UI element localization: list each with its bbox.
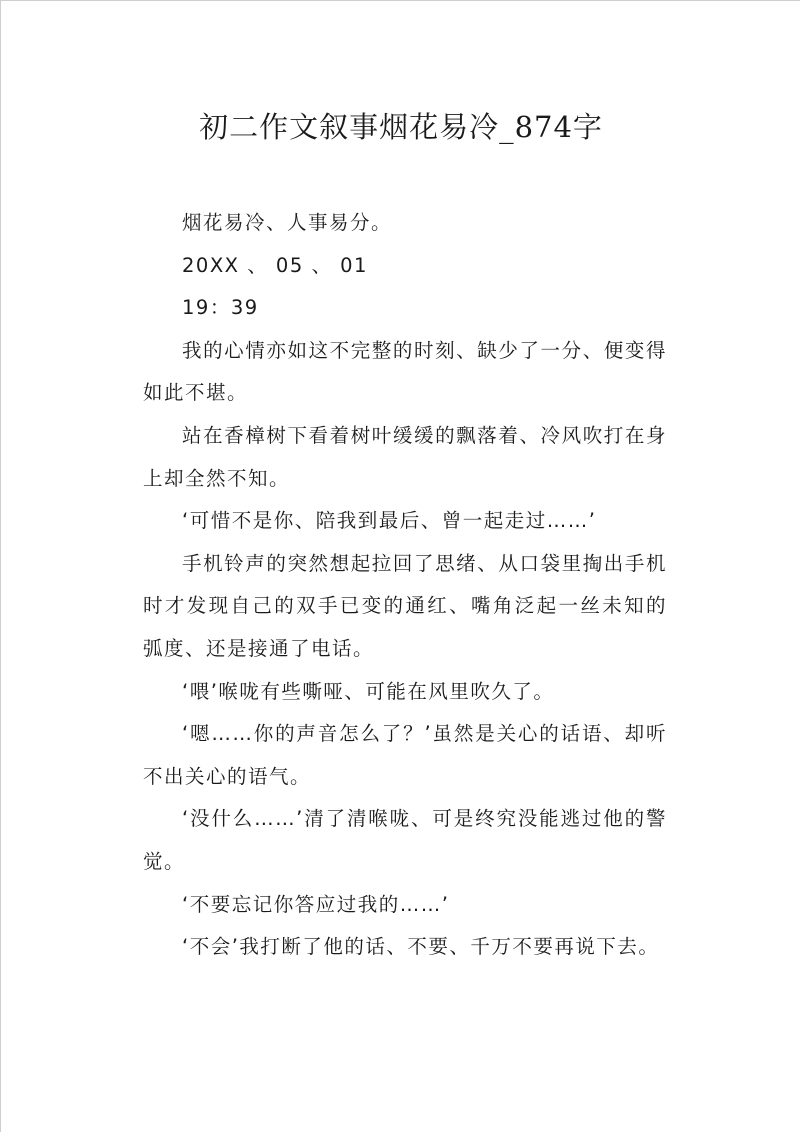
paragraph: ‘嗯……你的声音怎么了？’虽然是关心的话语、却听不出关心的语气。: [143, 722, 667, 788]
paragraph-date: 20XX 、 05 、 01: [182, 253, 368, 277]
document-title: 初二作文叙事烟花易冷_874字: [199, 110, 603, 144]
paragraph: ‘不会’我打断了他的话、不要、千万不要再说下去。: [182, 935, 660, 959]
paragraph: ‘不要忘记你答应过我的……’: [182, 892, 450, 916]
paragraph: 手机铃声的突然想起拉回了思绪、从口袋里掏出手机时才发现自己的双手已变的通红、嘴角泛起一丝未知的弧度、还是接通了电话。: [143, 551, 667, 660]
paragraph: ‘没什么……’清了清喉咙、可是终究没能逃过他的警觉。: [143, 807, 667, 873]
document-body: [143, 202, 667, 969]
paragraph: 烟花易冷、人事易分。: [182, 211, 393, 234]
paragraph: 我的心情亦如这不完整的时刻、缺少了一分、便变得如此不堪。: [143, 338, 667, 405]
paragraph: ‘喂’喉咙有些嘶哑、可能在风里吹久了。: [182, 679, 555, 703]
paragraph: ‘可惜不是你、陪我到最后、曾一起走过……’: [182, 509, 597, 533]
paragraph: 站在香樟树下看着树叶缓缓的飘落着、冷风吹打在身上却全然不知。: [143, 423, 667, 490]
paragraph-time: 19：39: [182, 296, 259, 320]
